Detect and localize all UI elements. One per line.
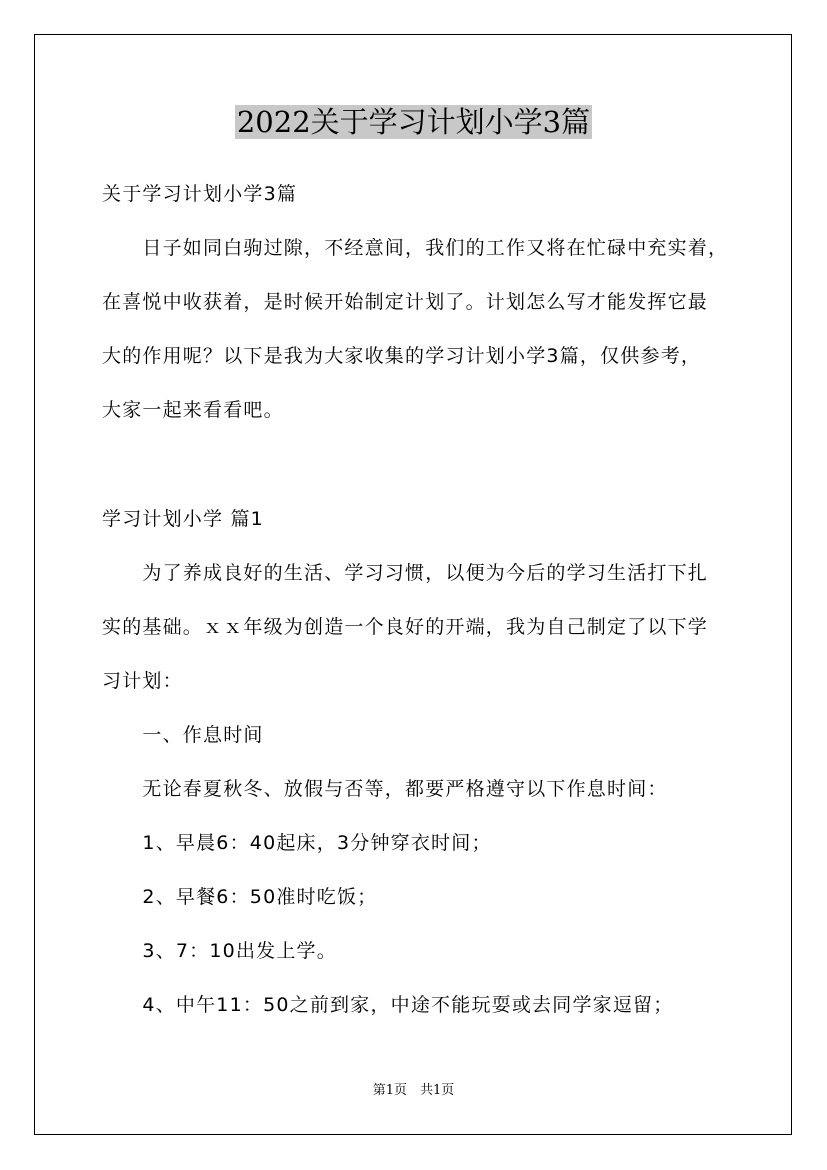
document-title xyxy=(0,100,827,144)
section-heading-part1: 学习计划小学 篇1 xyxy=(102,508,264,530)
paragraph-line: 大家一起来看看吧。 xyxy=(102,399,284,421)
paragraph-line: 实的基础。ｘｘ年级为创造一个良好的开端，我为自己制定了以下学 xyxy=(102,616,709,638)
list-item: 1、早晨6：40起床，3分钟穿衣时间； xyxy=(102,832,492,854)
list-item: 3、7：10出发上学。 xyxy=(102,940,337,962)
list-item: 4、中午11：50之前到家，中途不能玩耍或去同学家逗留； xyxy=(102,994,674,1016)
paragraph-line: 习计划： xyxy=(102,670,183,692)
list-item: 2、早餐6：50准时吃饭； xyxy=(102,886,378,908)
section-heading-intro: 关于学习计划小学3篇 xyxy=(102,183,298,205)
paragraph-line: 无论春夏秋冬、放假与否等，都要严格遵守以下作息时间： xyxy=(102,778,668,800)
paragraph-line: 在喜悦中收获着，是时候开始制定计划了。计划怎么写才能发挥它最 xyxy=(102,291,709,313)
page-footer: 第1页 共1页 xyxy=(372,1083,455,1098)
subheading-schedule: 一、作息时间 xyxy=(102,724,264,746)
paragraph-line: 大的作用呢？以下是我为大家收集的学习计划小学3篇，仅供参考， xyxy=(102,345,702,367)
paragraph-line: 日子如同白驹过隙，不经意间，我们的工作又将在忙碌中充实着， xyxy=(102,237,729,259)
document-title-text: 2022关于学习计划小学3篇 xyxy=(236,105,591,139)
paragraph-line: 为了养成良好的生活、学习习惯，以便为今后的学习生活打下扎 xyxy=(102,562,709,584)
